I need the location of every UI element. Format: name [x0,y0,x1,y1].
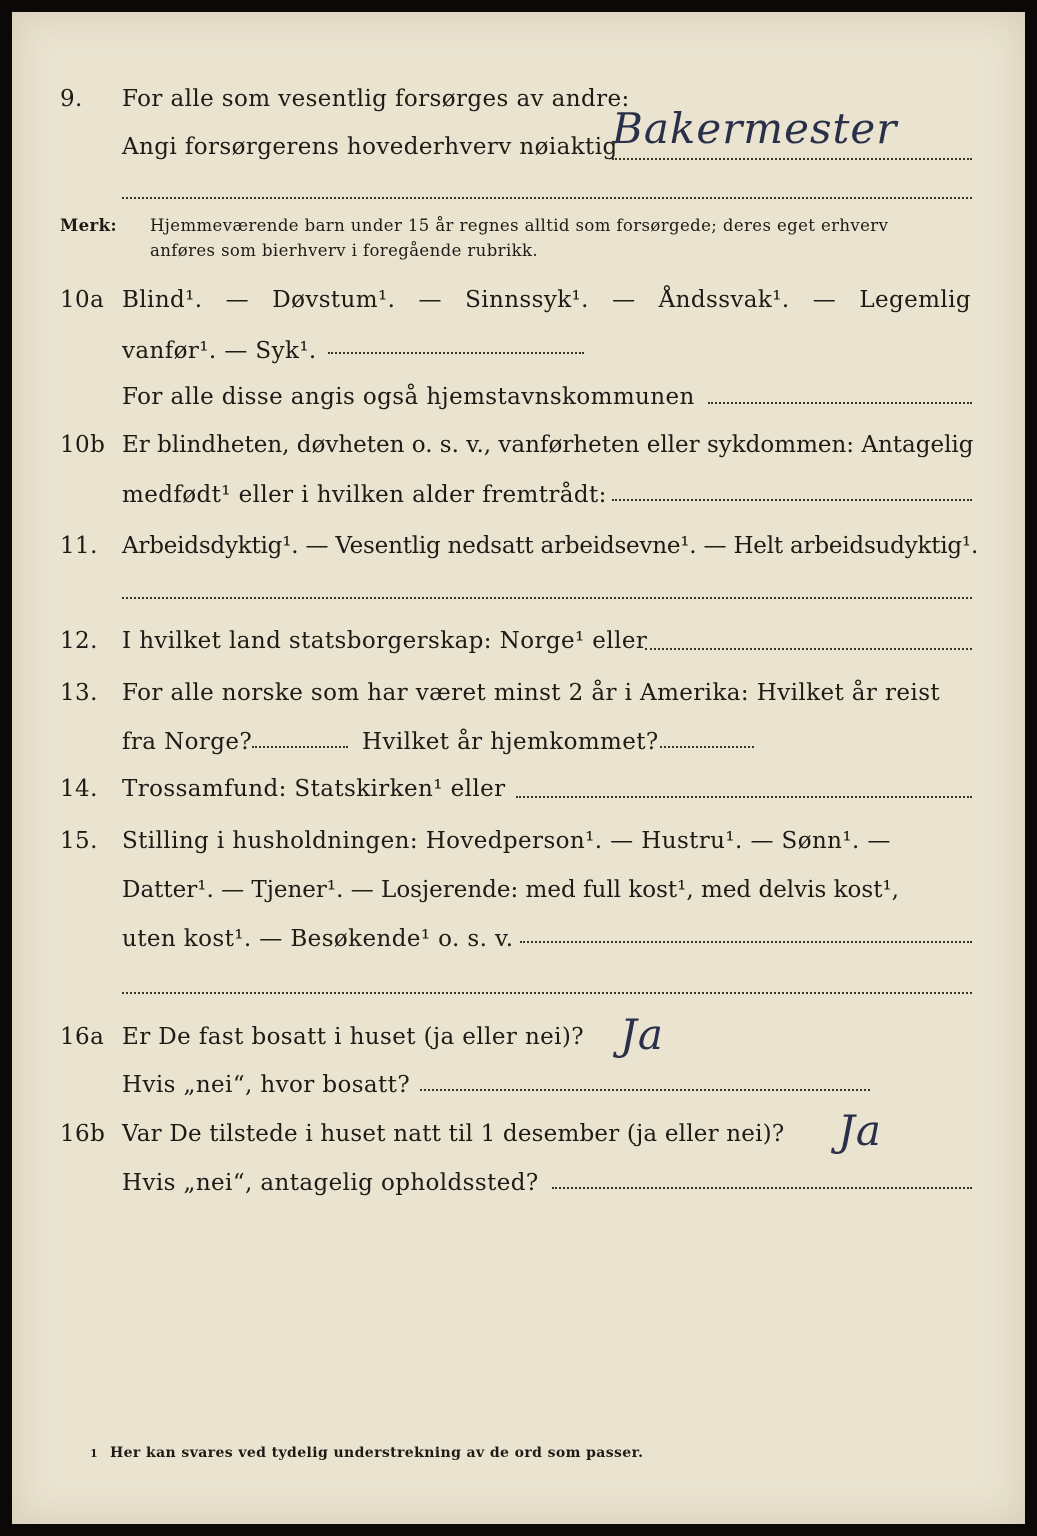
answer-line [122,992,972,994]
question-text: uten kost¹. — Besøkende¹ o. s. v. [122,926,514,952]
answer-line [612,158,972,160]
option-legemlig: Legemlig [859,287,971,313]
question-number: 11. [60,533,98,559]
question-text: Datter¹. — Tjener¹. — Losjerende: med full kost¹, med delvis kost¹, [122,877,899,903]
answer-line [122,197,972,199]
option-blind: Blind¹. [122,287,203,313]
question-number: 10a [60,287,105,313]
question-text: Hvis „nei“, hvor bosatt? [122,1072,411,1098]
answer-line [122,597,972,599]
question-text: Er blindheten, døvheten o. s. v., vanførheten eller sykdommen: Antagelig [122,432,974,458]
option-sinnssyk: Sinnssyk¹. [465,287,589,313]
answer-line [516,796,972,798]
answer-line [328,352,584,354]
question-text: medfødt¹ eller i hvilken alder fremtrådt: [122,482,607,508]
answer-line [520,941,972,943]
question-text: For alle norske som har været minst 2 år i Amerika: Hvilket år reist [122,680,941,706]
question-text: For alle som vesentlig forsørges av andre: [122,86,630,112]
separator: — [812,287,837,313]
answer-line [612,499,972,501]
question-number: 14. [60,776,98,802]
handwritten-answer: Ja [620,1010,664,1059]
question-text: I hvilket land statsborgerskap: Norge¹ eller [122,628,648,654]
question-options [122,287,971,313]
note-text: Hjemmeværende barn under 15 år regnes alltid som forsørgede; deres eget erhverv [150,216,889,235]
separator: — [418,287,442,313]
question-number: 12. [60,628,98,654]
answer-line [660,746,754,748]
question-number: 9. [60,86,83,112]
handwritten-answer: Ja [838,1106,882,1155]
question-text: Var De tilstede i huset natt til 1 desember (ja eller nei)? [122,1121,785,1147]
question-text: fra Norge? [122,729,253,755]
question-text: Er De fast bosatt i huset (ja eller nei)? [122,1024,585,1050]
question-text: Hvilket år hjemkommet? [362,729,659,755]
question-text: Trossamfund: Statskirken¹ eller [122,776,506,802]
question-number: 13. [60,680,98,706]
question-number: 16b [60,1121,106,1147]
question-number: 16a [60,1024,105,1050]
answer-line [252,746,348,748]
answer-line [552,1187,972,1189]
note-text: anføres som bierhverv i foregående rubrikk. [150,241,539,260]
footnote-text: Her kan svares ved tydelig understrekning av de ord som passer. [110,1445,644,1461]
question-number: 10b [60,432,106,458]
question-text: vanfør¹. — Syk¹. [122,338,317,364]
answer-line [645,648,972,650]
question-text: Angi forsørgerens hovederhverv nøiaktig [122,134,618,160]
handwritten-answer: Bakermester [612,104,898,153]
question-text: Hvis „nei“, antagelig opholdssted? [122,1170,539,1196]
note-label: Merk: [60,216,117,235]
question-number: 15. [60,828,98,854]
question-text: For alle disse angis også hjemstavnskommunen [122,384,695,410]
question-text: Stilling i husholdningen: Hovedperson¹. — Hustru¹. — Sønn¹. — [122,828,891,854]
answer-line [420,1089,870,1091]
separator: — [612,287,636,313]
answer-line [708,402,972,404]
footnote-mark: 1 [90,1447,99,1460]
question-text: Arbeidsdyktig¹. — Vesentlig nedsatt arbeidsevne¹. — Helt arbeidsudyktig¹. [122,533,979,559]
option-dovstum: Døvstum¹. [272,287,396,313]
form-page [12,12,1025,1524]
option-andssvak: Åndssvak¹. [658,287,790,313]
separator: — [225,287,250,313]
